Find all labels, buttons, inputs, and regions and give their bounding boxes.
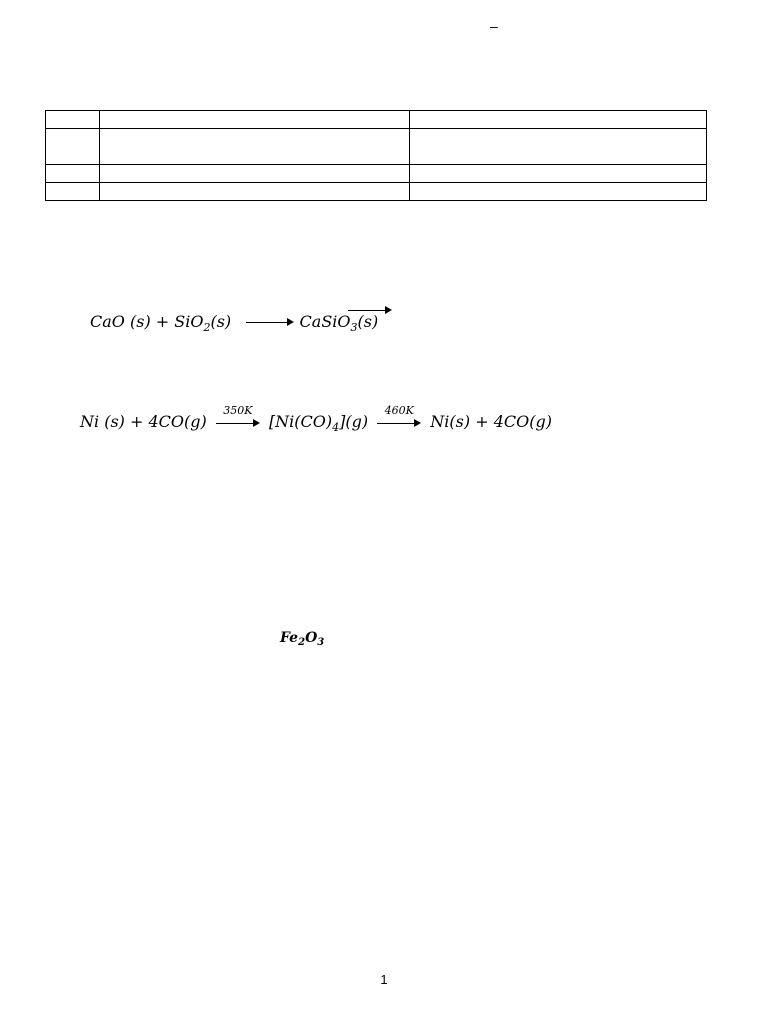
arrow-460k bbox=[377, 403, 421, 433]
eq1-sio2-state: (s) bbox=[210, 312, 232, 331]
table-cell bbox=[46, 165, 100, 183]
equation-mond-process bbox=[80, 403, 552, 434]
eq2-part3: Ni(s) + 4CO(g) bbox=[430, 412, 552, 431]
table-cell bbox=[46, 129, 100, 165]
empty-table bbox=[45, 110, 707, 201]
table-cell bbox=[46, 111, 100, 129]
eq1-product-state: (s) bbox=[357, 312, 379, 331]
table-cell bbox=[100, 165, 410, 183]
table-cell bbox=[46, 183, 100, 201]
eq2-complex-sub: 4 bbox=[332, 421, 340, 434]
table-row bbox=[46, 111, 707, 129]
equation-slag-formation bbox=[90, 312, 378, 332]
arrow-460k-label: 460K bbox=[384, 403, 414, 417]
eq1-sio2-sub: 2 bbox=[203, 321, 211, 334]
arrow-350k-label: 350K bbox=[223, 403, 253, 417]
reaction-arrow bbox=[246, 322, 294, 324]
table-cell bbox=[410, 165, 707, 183]
eq1-reactant-cao: CaO (s) + bbox=[90, 312, 175, 331]
top-dash: – bbox=[490, 18, 498, 34]
table-cell bbox=[410, 111, 707, 129]
table-cell bbox=[410, 129, 707, 165]
eq1-product-sub: 3 bbox=[350, 321, 358, 334]
arrow-350k bbox=[216, 403, 260, 433]
eq2-part1: Ni (s) + 4CO(g) bbox=[80, 412, 207, 431]
fe-text: Fe bbox=[280, 630, 299, 646]
o-sub: 3 bbox=[317, 637, 325, 648]
table-cell bbox=[410, 183, 707, 201]
table-row bbox=[46, 183, 707, 201]
table-cell bbox=[100, 183, 410, 201]
eq2-complex-text: [Ni(CO) bbox=[268, 412, 333, 431]
fe-sub: 2 bbox=[298, 637, 306, 648]
formula-fe2o3 bbox=[280, 630, 324, 646]
eq1-product-text: CaSiO bbox=[299, 312, 351, 331]
eq1-product bbox=[299, 312, 379, 334]
table-row bbox=[46, 165, 707, 183]
eq1-sio2-text: SiO bbox=[174, 312, 204, 331]
table-cell bbox=[100, 129, 410, 165]
o-text: O bbox=[305, 630, 318, 646]
table-cell bbox=[100, 111, 410, 129]
eq2-part2 bbox=[268, 412, 369, 434]
eq2-complex-state: ](g) bbox=[339, 412, 369, 431]
page-number: 1 bbox=[380, 972, 388, 987]
table-row bbox=[46, 129, 707, 165]
eq1-reactant-sio2 bbox=[174, 312, 232, 334]
